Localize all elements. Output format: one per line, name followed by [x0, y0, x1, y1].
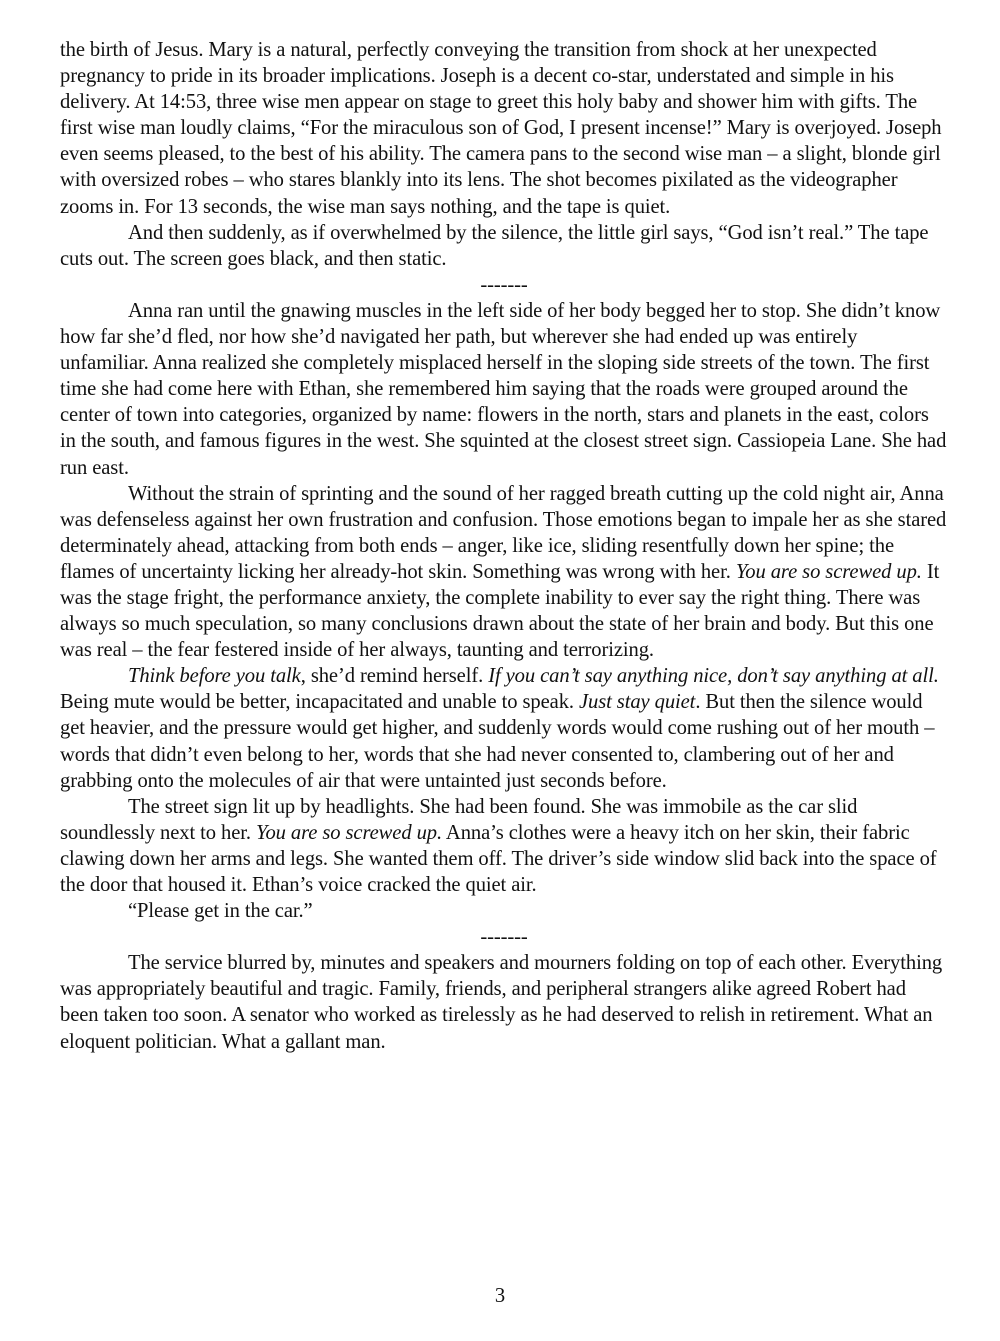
text-run: The street sign lit up by headlights. She had been found. She was immobile as the car slid soundlessly next to her. — [60, 795, 858, 844]
section-separator: ------- — [480, 926, 528, 949]
text-run: , she’d remind herself. — [300, 665, 489, 688]
italic-thought: If you can’t say anything nice, don’t say anything at all. — [488, 665, 939, 688]
italic-thought: You are so screwed up. — [735, 560, 922, 583]
text-run: It was the stage fright, the performance anxiety, the complete inability to ever say the right thing. There was always so much speculation, so many conclusions drawn about the state of her brain and body. But this one was real – the fear festered inside of her always, taunting and terrorizing. — [60, 560, 940, 662]
paragraph-think-before — [60, 663, 948, 793]
paragraph-street-sign — [60, 794, 948, 898]
document-page — [60, 37, 948, 1055]
page-number: 3 — [494, 1285, 506, 1307]
text-run: Being mute would be better, incapacitated and unable to speak. — [60, 691, 579, 714]
italic-thought: Think before you talk — [128, 665, 301, 688]
text-run: . But then the silence would get heavier, and the pressure would get higher, and suddenly words would come rushing out of her mouth – words that didn’t even belong to her, words that she had never consented to, clambering out of her and grabbing onto the molecules of air that were untainted just seconds before. — [60, 691, 935, 792]
paragraph-anna-ran: Anna ran until the gnawing muscles in the left side of her body begged her to stop. She didn’t know how far she’d fled, nor how she’d navigated her path, but wherever she had ended up was entirely unfamiliar. Anna realized she completely misplaced herself in the sloping side streets of the town. The first time she had come here with Ethan, she remembered him saying that the roads were grouped around the center of town into categories, organized by name: flowers in the north, stars and planets in the east, colors in the south, and famous figures in the west. She squinted at the closest street sign. Cassiopeia Lane. She had run east. — [60, 299, 947, 479]
paragraph-nativity-review: the birth of Jesus. Mary is a natural, perfectly conveying the transition from shock at her unexpected pregnancy to pride in its broader implications. Joseph is a decent co-star, understated and simple in his delivery. At 14:53, three wise men appear on stage to greet this holy baby and shower him with gifts. The first wise man loudly claims, “For the miraculous son of God, I present incense!” Mary is overjoyed. Joseph even seems pleased, to the best of his ability. The camera pans to the second wise man – a slight, blonde girl with oversized robes – who stares blankly into its lens. The shot becomes pixilated as the videographer zooms in. For 13 seconds, the wise man says nothing, and the tape is quiet. — [60, 39, 942, 218]
text-run: Without the strain of sprinting and the sound of her ragged breath cutting up the cold night air, Anna was defenseless against her own frustration and confusion. Those emotions began to impale her as she stared determinately ahead, attacking from both ends – anger, like ice, sliding resentfully down her spine; the flames of uncertainty licking her already-hot skin. Something was wrong with her. — [60, 482, 947, 583]
paragraph-service: The service blurred by, minutes and speakers and mourners folding on top of each other. Everything was appropriately beautiful and tragic. Family, friends, and peripheral strangers alike agreed Robert had been taken too soon. A senator who worked as tirelessly as he had deserved to relish in retirement. What an eloquent politician. What a gallant man. — [60, 952, 943, 1053]
italic-thought: Just stay quiet — [578, 691, 696, 714]
section-separator: ------- — [480, 273, 528, 296]
italic-thought: You are so screwed up. — [256, 821, 443, 844]
paragraph-without-strain — [60, 481, 948, 664]
paragraph-dialogue: “Please get in the car.” — [128, 900, 313, 923]
text-run: Anna’s clothes were a heavy itch on her skin, their fabric clawing down her arms and legs. She wanted them off. The driver’s side window slid back into the space of the door that housed it. Ethan’s voice cracked the quiet air. — [60, 821, 937, 896]
paragraph-god-isnt-real: And then suddenly, as if overwhelmed by the silence, the little girl says, “God isn’t real.” The tape cuts out. The screen goes black, and then static. — [60, 221, 929, 270]
